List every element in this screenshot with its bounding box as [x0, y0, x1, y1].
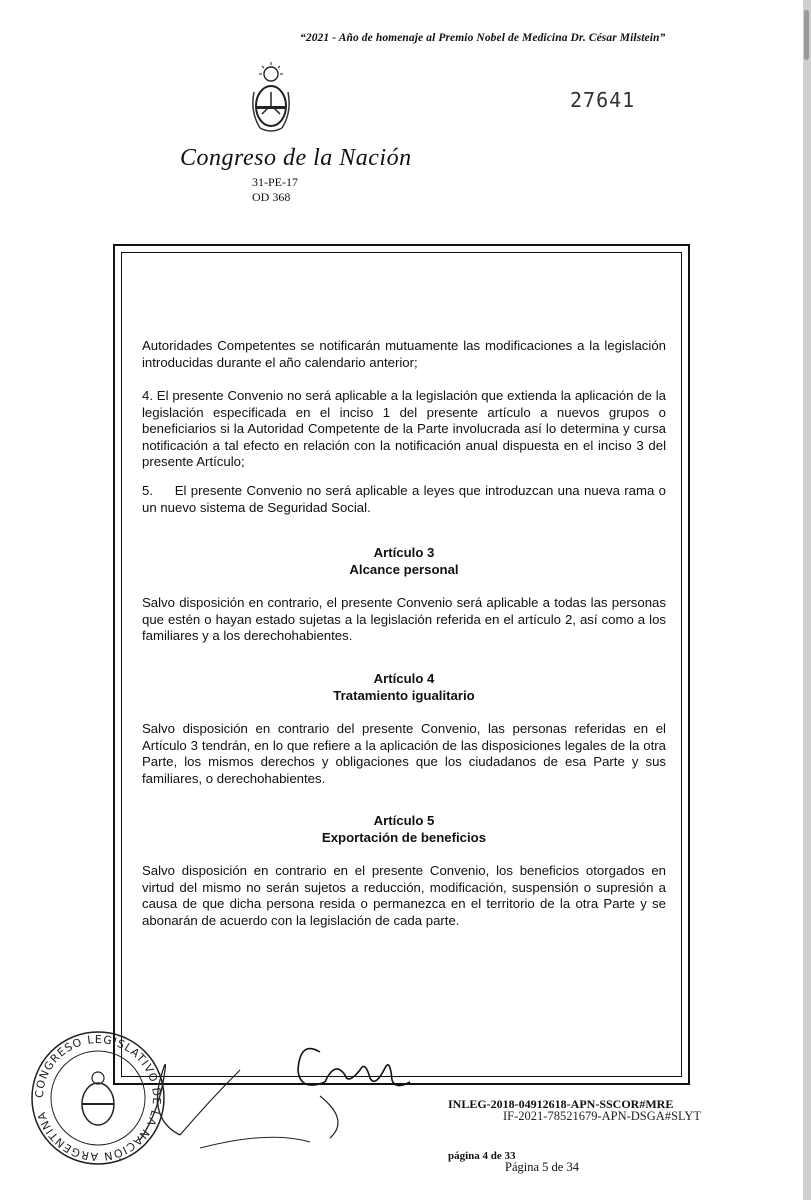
file-code: 31-PE-17: [252, 175, 298, 189]
paragraph-item-5: 5. El presente Convenio no será aplicable a leyes que introduzcan una nueva rama o un nuevo sistema de Seguridad Social.: [142, 483, 666, 515]
gde-document-code: IF-2021-78521679-APN-DSGA#SLYT: [503, 1109, 702, 1123]
document-frame-inner: [121, 252, 682, 1077]
article-3-title: Alcance personal: [349, 562, 459, 577]
article-3-number: Artículo 3: [373, 545, 435, 560]
article-4-number: Artículo 4: [373, 671, 435, 686]
handwritten-signature: [120, 1030, 480, 1150]
paragraph-item-4: 4. El presente Convenio no será aplicable a la legislación que extienda la aplicación de la legislación especificada en el inciso 1 del presente artículo a nuevos grupos o beneficiarios si la Autoridad Competente de la Parte involucrada así lo determina y cursa notificación a tal efecto en relación con la notificación anual dispuesta en el inciso 3 del presente Artículo;: [142, 388, 666, 469]
commemorative-motto: “2021 - Año de homenaje al Premio Nobel de Medicina Dr. César Milstein”: [300, 32, 666, 44]
file-number-stamp: 27641: [570, 88, 636, 112]
article-5-title: Exportación de beneficios: [321, 830, 487, 845]
article-4-title: Tratamiento igualitario: [333, 688, 475, 703]
inner-page-number: página 4 de 33: [448, 1150, 516, 1162]
article-5-number: Artículo 5: [373, 813, 435, 828]
article-3-text: Salvo disposición en contrario, el presente Convenio será aplicable a todas las personas que estén o hayan estado sujetas a la legislación referida en el artículo 2, así como a los familiares y a los derechohabientes.: [142, 595, 666, 643]
order-of-day: OD 368: [252, 190, 291, 204]
outer-page-number: Página 5 de 34: [505, 1160, 579, 1174]
paragraph-competent-authorities: Autoridades Competentes se notificarán mutuamente las modificaciones a la legislación introducidas durante el año calendario anterior;: [142, 338, 666, 370]
article-4-text: Salvo disposición en contrario del presente Convenio, las personas referidas en el Artículo 3 tendrán, en lo que refiere a la aplicación de las disposiciones legales de la otra Parte, los mismos derechos y obligaciones que los ciudadanos de esa Parte y sus familiares, o derechohabientes.: [142, 721, 666, 786]
scrollbar[interactable]: [803, 0, 811, 1200]
svg-text:CONGRESO LEGISLATIVO DE LA NAC: CONGRESO LEGISLATIVO DE LA NACIÓN ARGENTINA: [32, 1032, 164, 1164]
article-5-text: Salvo disposición en contrario en el presente Convenio, los beneficios otorgados en virtud del mismo no serán sujetos a reducción, modificación, suspensión o supresión a causa de que dicha persona resida o permanezca en el territorio de la otra Parte y se abonarán de acuerdo con la legislación de cada parte.: [142, 863, 666, 928]
inleg-code: INLEG-2018-04912618-APN-SSCOR#MRE: [448, 1097, 674, 1111]
coat-of-arms-icon: [248, 62, 294, 140]
institution-name: Congreso de la Nación: [180, 145, 412, 171]
